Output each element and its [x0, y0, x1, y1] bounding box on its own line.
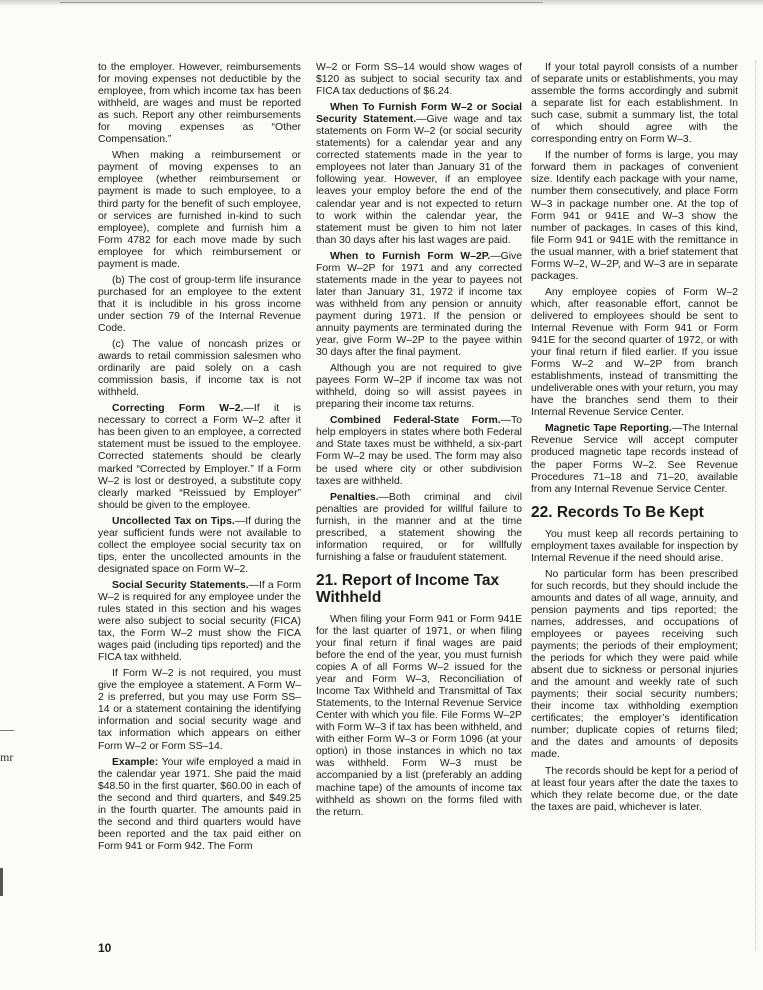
- paragraph: [531, 423, 738, 495]
- paragraph: [98, 516, 301, 576]
- run-in-heading: When to Furnish Form W–2P.: [330, 250, 491, 262]
- run-in-heading: Social Security Statements.: [112, 579, 249, 591]
- paragraph-text: —The Internal Revenue Service will accept computer produced magnetic tape records instead of the paper Forms W–2. See Revenue Procedures 71–18 and 71–20, available from any Internal Revenue Service Center.: [531, 423, 738, 495]
- paragraph: W–2 or Form SS–14 would show wages of $120 as subject to social security tax and FICA tax deductions of $6.24.: [316, 62, 522, 98]
- paragraph: [316, 102, 522, 247]
- paragraph: [316, 415, 522, 487]
- column-middle: [316, 62, 522, 823]
- run-in-heading: Example:: [112, 756, 159, 768]
- scan-right-edge: [755, 60, 757, 950]
- paragraph: (c) The value of noncash prizes or awards to retail commission salesmen who ordinarily are paid solely on a cash commission basis, if income tax is not withheld.: [98, 339, 301, 399]
- paragraph: When filing your Form 941 or Form 941E for the last quarter of 1971, or when filing your final return if final wages are paid before the end of the year, you must furnish copies A of all Forms W–2 issued for the year and Form W–3, Reconciliation of Income Tax Withheld and Transmittal of Tax Statements, to the Internal Revenue Service Center with which you file. File Forms W–2P with Form W–3 if tax has been withheld, and with either Form W–3 or Form 1096 (at your option) in those instances in which no tax was withheld. Form W–3 must be accompanied by a list (preferably an adding machine tape) of the amounts of income tax withheld as shown on the forms filed with the return.: [316, 613, 522, 818]
- margin-text-fragment: mr: [0, 750, 14, 764]
- run-in-heading: Correcting Form W–2.: [112, 403, 244, 415]
- margin-rule: [0, 730, 14, 731]
- paragraph: When making a reimbursement or payment of moving expenses to an employee (whether reimbursement or payment is made to such employee, to a third party for the benefit of such employee, or services are furnished in-kind to such employee), complete and furnish him a Form 4782 for each move made by such employee for which reimbursement or payment is made.: [98, 150, 301, 270]
- section-heading-22: 22. Records To Be Kept: [531, 503, 704, 521]
- scan-top-edge: [0, 0, 763, 6]
- paragraph: No particular form has been prescribed for such records, but they should include the amounts and dates of all wage, annuity, and pension payments and tips reported; the names, addresses, and occupations of employees or payees receiving such payments; the periods of their employment; the periods for which they were paid while absent due to sickness or personal injuries and the amount and weekly rate of such payments; their social security numbers; their income tax withholding exemption certificates; the employer’s identification number; duplicate copies of returns filed; and the dates and amounts of deposits made.: [531, 568, 738, 761]
- run-in-heading: Penalties.: [330, 491, 379, 503]
- column-right: [531, 62, 738, 818]
- paragraph-text: —Both criminal and civil penalties are provided for willful failure to furnish, in the manner and at the time prescribed, a statement showing the information required, or for willfully furnishing a false or fraudulent statement.: [316, 491, 522, 563]
- paragraph-text: —To help employers in states where both Federal and State taxes must be withheld, a six-part Form W–2 may be used. The form may also be used where city or other subdivision taxes are withheld.: [316, 415, 522, 487]
- paragraph: [98, 403, 301, 511]
- paragraph: to the employer. However, reimbursements for moving expenses not deductible by the employee, from which income tax has been withheld, are wages and must be reported as such. Report any other reimbursements for moving expenses as “Other Compensation.”: [98, 62, 301, 146]
- paragraph: If the number of forms is large, you may forward them in packages of convenient size. Identify each package with your name, number them consecutively, and place Form W–3 in package number one. At the top of Form 941 or 941E and W–3 show the number of packages. In cases of this kind, file Form 941 or 941E with the remittance in the usual manner, with a brief statement that Forms W–2, W–2P, and W–3 are in separate packages.: [531, 150, 738, 282]
- margin-binding-mark: [0, 868, 3, 896]
- paragraph-text: Your wife employed a maid in the calendar year 1971. She paid the maid $48.50 in the first quarter, $60.00 in each of the second and third quarters, and $49.25 in the fourth quarter. The amounts paid in the second and third quarters would have been reported and the tax paid either on Form 941 or Form 942. The Form: [98, 756, 301, 852]
- paragraph: Any employee copies of Form W–2 which, after reasonable effort, cannot be delivered to employees should be sent to Internal Revenue with Form 941 or Form 941E for the second quarter of 1972, or with your final return if filed earlier. If you issue Forms W–2 and W–2P from branch establishments, instead of transmitting the undeliverable ones with your return, you may have the branches send them to their Internal Revenue Service Center.: [531, 286, 738, 419]
- paragraph-text: —Give wage and tax statements on Form W–2 (or social security statements) for a calendar year and any corrected statements made in the year to employees not later than January 31 of the following year. However, if an employee leaves your employ before the end of the calendar year and is not expected to return to work within the calendar year, the statement must be given to him not later than 30 days after his last wages are paid.: [316, 114, 522, 246]
- paragraph: You must keep all records pertaining to employment taxes available for inspection by Internal Revenue if the need should arise.: [531, 528, 738, 564]
- paragraph: The records should be kept for a period of at least four years after the date the taxes to which they relate become due, or the date the taxes are paid, whichever is later.: [531, 765, 738, 813]
- run-in-heading: When To Furnish Form W–2 or Social Security Statement.: [316, 102, 522, 126]
- paragraph: If Form W–2 is not required, you must give the employee a statement. A Form W–2 is preferred, but you may use Form SS–14 or a statement containing the identifying information and social security wage and tax information which appears on either Form W–2 or Form SS–14.: [98, 668, 301, 752]
- paragraph: Although you are not required to give payees Form W–2P if income tax was not withheld, doing so will assist payees in preparing their income tax returns.: [316, 363, 522, 411]
- paragraph: (b) The cost of group-term life insurance purchased for an employee to the extent that it is includible in his gross income under section 79 of the Internal Revenue Code.: [98, 274, 301, 334]
- paragraph: [98, 757, 301, 853]
- paragraph-text: —If it is necessary to correct a Form W–2 after it has been given to an employee, a corrected statement must be issued to the employee. Corrected statements should be clearly marked “Corrected by Employer.” If a Form W–2 is lost or destroyed, a substitute copy clearly marked “Reissued by Employer” should be given to the employee.: [98, 403, 301, 511]
- paragraph: If your total payroll consists of a number of separate units or establishments, you may assemble the forms accordingly and submit a separate list for each establishment. In such case, submit a summary list, the total of which should agree with the corresponding entry on Form W–3.: [531, 62, 738, 146]
- section-heading-21: 21. Report of Income Tax Withheld: [316, 571, 500, 606]
- paragraph: [98, 580, 301, 664]
- run-in-heading: Uncollected Tax on Tips.: [112, 515, 235, 527]
- column-left: [98, 62, 301, 857]
- page-number: 10: [98, 941, 112, 955]
- paragraph-text: —If during the year sufficient funds were not available to collect the employee social security tax on tips, enter the uncollected amounts in the designated space on Form W–2.: [98, 515, 301, 575]
- paragraph-text: —Give Form W–2P for 1971 and any corrected statements made in the year to payees not later than January 31, 1972 if income tax was withheld from any pension or annuity payment during 1971. If the pension or annuity payments are terminated during the year, give Form W–2P to the payee within 30 days after the final payment.: [316, 250, 522, 359]
- run-in-heading: Magnetic Tape Reporting.: [545, 423, 672, 435]
- run-in-heading: Combined Federal-State Form.: [330, 415, 501, 427]
- paragraph-text: —If a Form W–2 is required for any employee under the rules stated in this section and his wages were also subject to social security (FICA) tax, the Form W–2 must show the FICA wages paid (including tips reported) and the FICA tax withheld.: [98, 579, 301, 664]
- paragraph: [316, 251, 522, 359]
- paragraph: [316, 492, 522, 564]
